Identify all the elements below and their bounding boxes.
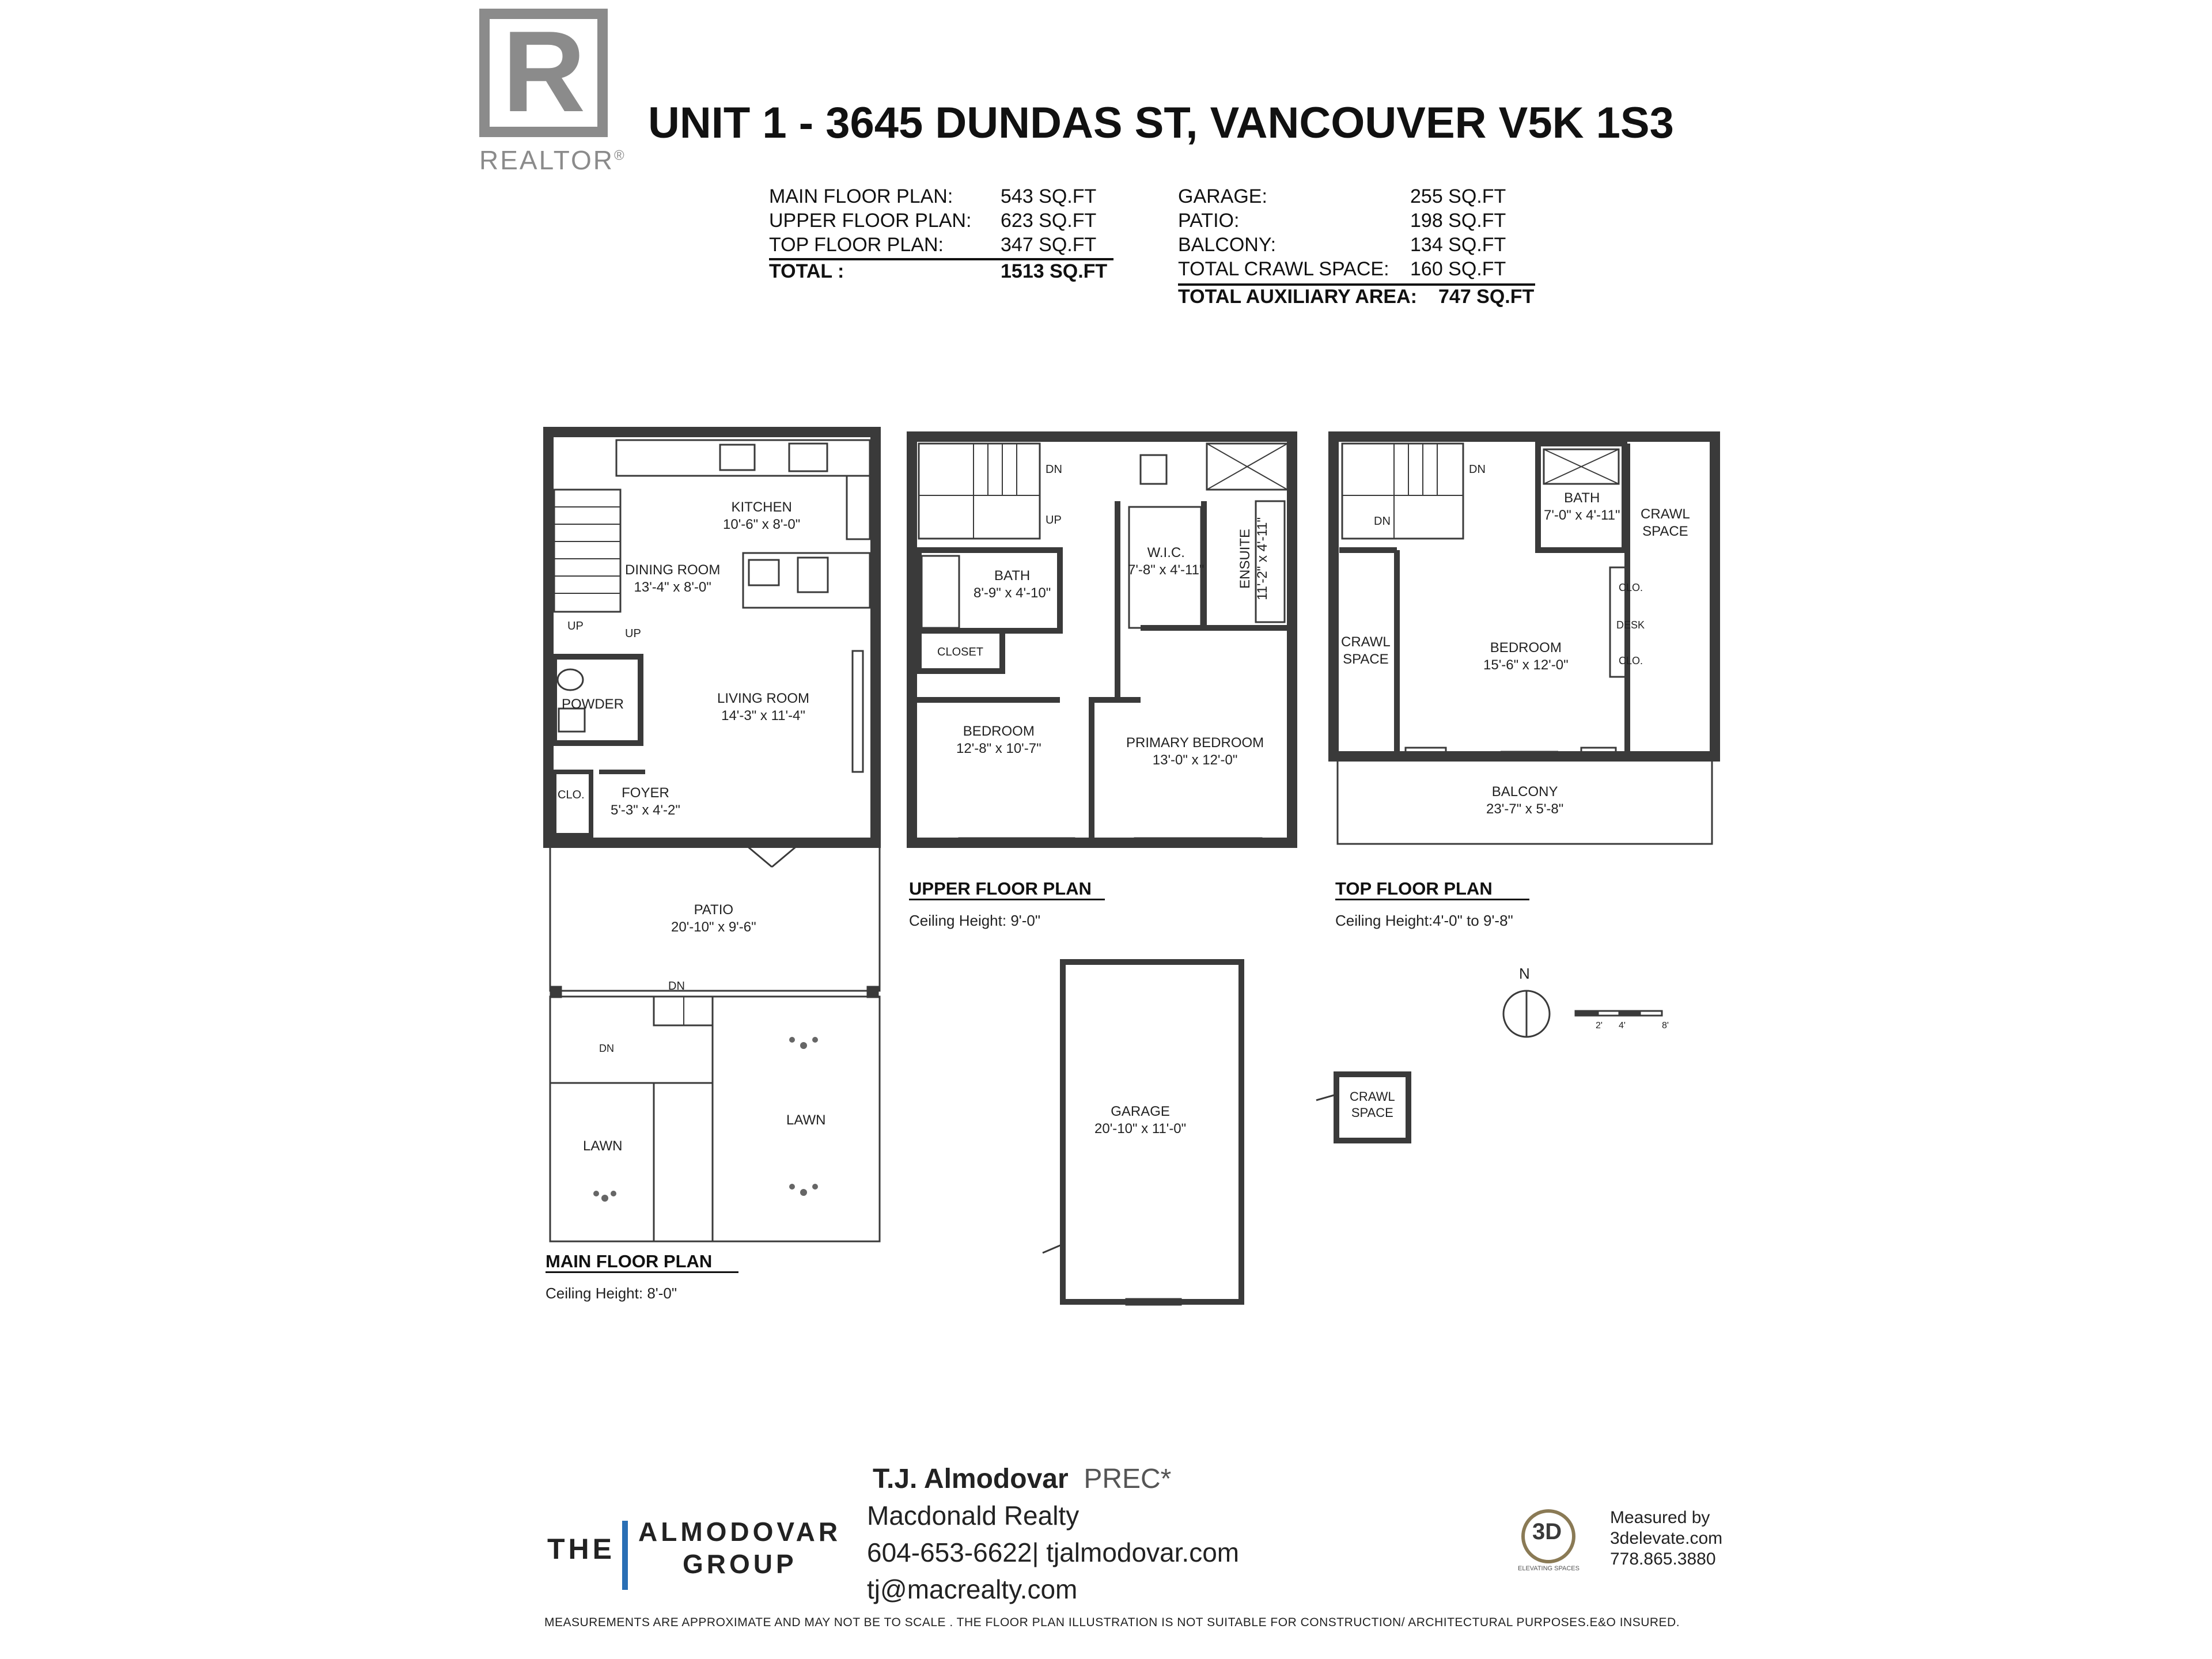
- area-value-patio: 198 SQ.FT: [1410, 210, 1506, 232]
- measured-logo-mark: 3D: [1532, 1519, 1562, 1544]
- area-label-main: MAIN FLOOR PLAN:: [769, 185, 953, 207]
- disclaimer: MEASUREMENTS ARE APPROXIMATE AND MAY NOT BE TO SCALE . THE FLOOR PLAN ILLUSTRATION IS NOT SUITABLE FOR CONSTRUCTION/ ARCHITECTURAL PURPOSES.E&O INSURED.: [544, 1616, 1680, 1629]
- upper-floor-ceiling: Ceiling Height: 9'-0": [909, 912, 1041, 929]
- agent-phone-web[interactable]: 604-653-6622| tjalmodovar.com: [867, 1537, 1240, 1567]
- room-balcony: BALCONY 23'-7" x 5'-8": [1486, 784, 1564, 817]
- area-label-auxiliary: TOTAL AUXILIARY AREA:: [1178, 286, 1417, 308]
- area-value-main: 543 SQ.FT: [1001, 185, 1097, 207]
- brand-line1: ALMODOVAR: [638, 1517, 842, 1547]
- area-value-total: 1513 SQ.FT: [1001, 260, 1108, 282]
- realtor-logo-letter: R: [502, 7, 586, 136]
- area-value-crawl: 160 SQ.FT: [1410, 258, 1506, 280]
- room-top-bath: BATH 7'-0" x 4'-11": [1544, 490, 1620, 523]
- room-clo-1: CLO.: [1619, 582, 1643, 593]
- upper-dn-label: DN: [1046, 463, 1062, 476]
- stair-up-label: UP: [567, 620, 584, 632]
- room-closet: CLO.: [558, 789, 585, 801]
- room-primary-bedroom: PRIMARY BEDROOM 13'-0" x 12'-0": [1126, 735, 1264, 768]
- room-closet-upper: CLOSET: [937, 646, 984, 658]
- upper-floor-label: UPPER FLOOR PLAN: [909, 878, 1092, 899]
- agent-name: T.J. Almodovar PREC*: [873, 1464, 1172, 1494]
- area-value-garage: 255 SQ.FT: [1410, 185, 1506, 207]
- scale-8: 8': [1662, 1021, 1669, 1031]
- upper-up-label: UP: [1046, 514, 1062, 527]
- room-crawl-right: CRAWL SPACE: [1641, 506, 1690, 539]
- measured-line1: Measured by: [1610, 1508, 1710, 1527]
- room-crawl-small: CRAWL SPACE: [1350, 1089, 1395, 1120]
- room-kitchen: KITCHEN 10'-6" x 8'-0": [723, 499, 801, 532]
- room-upper-bedroom: BEDROOM 12'-8" x 10'-7": [956, 724, 1041, 756]
- room-upper-bath: BATH 8'-9" x 4'-10": [974, 568, 1051, 601]
- measured-logo-tag: ELEVATING SPACES: [1518, 1565, 1580, 1572]
- measured-line2[interactable]: 3delevate.com: [1610, 1529, 1723, 1548]
- scale-2: 2': [1596, 1021, 1603, 1031]
- area-label-top: TOP FLOOR PLAN:: [769, 234, 944, 256]
- stair-dn-label-2: DN: [599, 1043, 614, 1054]
- area-value-top: 347 SQ.FT: [1001, 234, 1097, 256]
- room-ensuite: ENSUITE 11'-2" x 4'-11": [1237, 517, 1271, 601]
- room-desk: DESK: [1616, 619, 1645, 631]
- top-floor-label: TOP FLOOR PLAN: [1335, 878, 1493, 899]
- top-dn-label: DN: [1469, 463, 1486, 476]
- area-label-garage: GARAGE:: [1178, 185, 1267, 207]
- room-lawn-right: LAWN: [786, 1112, 826, 1128]
- room-powder: POWDER: [562, 696, 624, 712]
- page-title: UNIT 1 - 3645 DUNDAS ST, VANCOUVER V5K 1S3: [648, 99, 1674, 147]
- room-top-bedroom: BEDROOM 15'-6" x 12'-0": [1483, 640, 1569, 673]
- main-floor-label: MAIN FLOOR PLAN: [546, 1251, 713, 1271]
- area-label-balcony: BALCONY:: [1178, 234, 1277, 256]
- room-crawl-left: CRAWL SPACE: [1341, 634, 1391, 667]
- area-label-upper: UPPER FLOOR PLAN:: [769, 210, 972, 232]
- brand-the: THE: [547, 1533, 615, 1565]
- area-label-patio: PATIO:: [1178, 210, 1240, 232]
- stair-dn-label: DN: [668, 980, 685, 993]
- room-wic: W.I.C. 7'-8" x 4'-11": [1128, 545, 1205, 578]
- room-lawn-left: LAWN: [583, 1138, 623, 1154]
- room-patio: PATIO 20'-10" x 9'-6": [671, 902, 756, 935]
- room-garage: GARAGE 20'-10" x 11'-0": [1094, 1104, 1187, 1137]
- room-dining: DINING ROOM 13'-4" x 8'-0": [625, 562, 721, 595]
- stair-up-label-2: UP: [625, 627, 641, 640]
- area-label-crawl: TOTAL CRAWL SPACE:: [1178, 258, 1389, 280]
- area-value-auxiliary: 747 SQ.FT: [1438, 286, 1535, 308]
- area-value-balcony: 134 SQ.FT: [1410, 234, 1506, 256]
- area-value-upper: 623 SQ.FT: [1001, 210, 1097, 232]
- top-floor-ceiling: Ceiling Height:4'-0" to 9'-8": [1335, 912, 1513, 929]
- scale-4: 4': [1619, 1021, 1626, 1031]
- agent-email[interactable]: tj@macrealty.com: [867, 1574, 1078, 1604]
- compass-north: N: [1519, 965, 1530, 982]
- area-label-total: TOTAL :: [769, 260, 844, 282]
- measured-logo: [1518, 1506, 1581, 1575]
- agent-company: Macdonald Realty: [867, 1501, 1080, 1531]
- room-foyer: FOYER 5'-3" x 4'-2": [611, 785, 680, 818]
- room-clo-2: CLO.: [1619, 655, 1643, 666]
- brand-line2: GROUP: [683, 1549, 797, 1579]
- measured-line3: 778.865.3880: [1610, 1550, 1716, 1569]
- room-living: LIVING ROOM 14'-3" x 11'-4": [717, 691, 810, 724]
- realtor-logo-word: REALTOR®: [479, 145, 626, 175]
- main-floor-ceiling: Ceiling Height: 8'-0": [546, 1285, 677, 1302]
- top-dn-label-2: DN: [1374, 515, 1391, 528]
